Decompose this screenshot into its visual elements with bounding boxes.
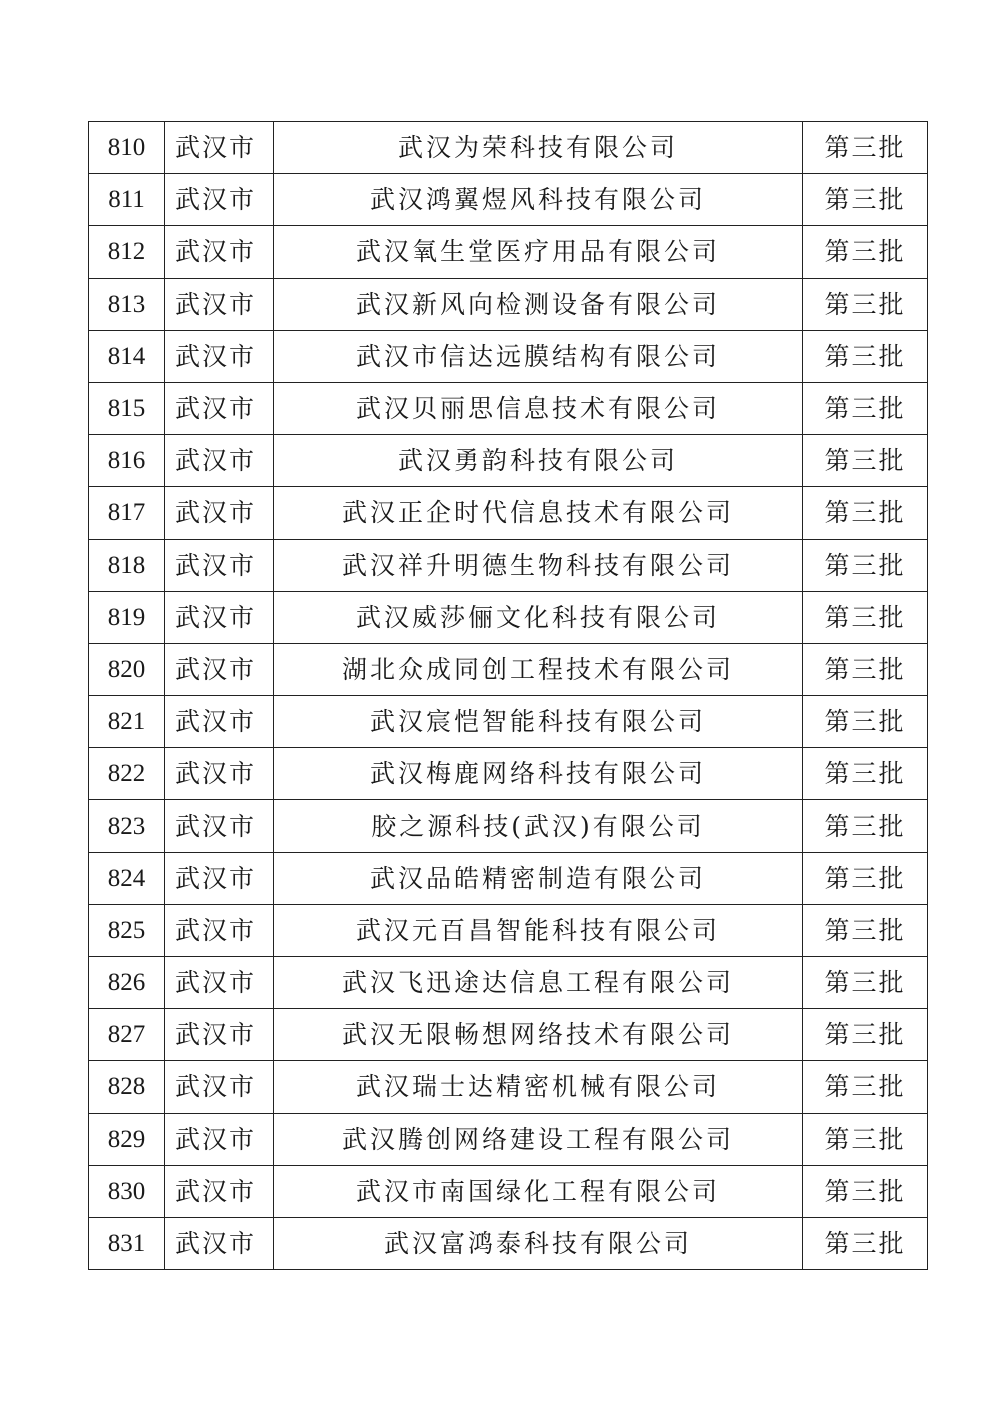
- row-number-cell: 817: [89, 487, 165, 539]
- table-body: [89, 122, 928, 1270]
- row-number-cell: 819: [89, 591, 165, 643]
- row-number-cell: 828: [89, 1061, 165, 1113]
- row-number-cell: 827: [89, 1009, 165, 1061]
- company-name-cell: 武汉宸恺智能科技有限公司: [274, 696, 803, 748]
- batch-cell: 第三批: [803, 696, 928, 748]
- city-cell: 武汉市: [165, 957, 274, 1009]
- batch-cell: 第三批: [803, 435, 928, 487]
- batch-cell: 第三批: [803, 487, 928, 539]
- city-cell: 武汉市: [165, 382, 274, 434]
- row-number-cell: 811: [89, 174, 165, 226]
- company-list-table: [88, 121, 928, 1270]
- company-name-cell: 武汉元百昌智能科技有限公司: [274, 904, 803, 956]
- city-cell: 武汉市: [165, 435, 274, 487]
- city-cell: 武汉市: [165, 122, 274, 174]
- city-cell: 武汉市: [165, 591, 274, 643]
- city-cell: 武汉市: [165, 174, 274, 226]
- company-name-cell: 武汉无限畅想网络技术有限公司: [274, 1009, 803, 1061]
- company-name-cell: 武汉品皓精密制造有限公司: [274, 852, 803, 904]
- batch-cell: 第三批: [803, 330, 928, 382]
- table-row: [89, 330, 928, 382]
- city-cell: 武汉市: [165, 487, 274, 539]
- company-name-cell: 胶之源科技(武汉)有限公司: [274, 800, 803, 852]
- city-cell: 武汉市: [165, 226, 274, 278]
- city-cell: 武汉市: [165, 904, 274, 956]
- table-row: [89, 435, 928, 487]
- company-name-cell: 武汉市信达远膜结构有限公司: [274, 330, 803, 382]
- city-cell: 武汉市: [165, 852, 274, 904]
- table-row: [89, 1217, 928, 1269]
- table-row: [89, 591, 928, 643]
- table-row: [89, 904, 928, 956]
- batch-cell: 第三批: [803, 278, 928, 330]
- row-number-cell: 810: [89, 122, 165, 174]
- city-cell: 武汉市: [165, 1113, 274, 1165]
- row-number-cell: 812: [89, 226, 165, 278]
- row-number-cell: 816: [89, 435, 165, 487]
- batch-cell: 第三批: [803, 1061, 928, 1113]
- batch-cell: 第三批: [803, 1165, 928, 1217]
- batch-cell: 第三批: [803, 1217, 928, 1269]
- batch-cell: 第三批: [803, 643, 928, 695]
- table-row: [89, 1113, 928, 1165]
- batch-cell: 第三批: [803, 852, 928, 904]
- row-number-cell: 826: [89, 957, 165, 1009]
- row-number-cell: 814: [89, 330, 165, 382]
- company-name-cell: 武汉为荣科技有限公司: [274, 122, 803, 174]
- city-cell: 武汉市: [165, 1217, 274, 1269]
- company-name-cell: 武汉梅鹿网络科技有限公司: [274, 748, 803, 800]
- batch-cell: 第三批: [803, 226, 928, 278]
- company-name-cell: 武汉飞迅途达信息工程有限公司: [274, 957, 803, 1009]
- table-row: [89, 1009, 928, 1061]
- company-name-cell: 武汉新风向检测设备有限公司: [274, 278, 803, 330]
- table-row: [89, 174, 928, 226]
- company-name-cell: 武汉鸿翼煜风科技有限公司: [274, 174, 803, 226]
- city-cell: 武汉市: [165, 696, 274, 748]
- company-name-cell: 武汉市南国绿化工程有限公司: [274, 1165, 803, 1217]
- batch-cell: 第三批: [803, 957, 928, 1009]
- table-row: [89, 852, 928, 904]
- row-number-cell: 813: [89, 278, 165, 330]
- row-number-cell: 820: [89, 643, 165, 695]
- batch-cell: 第三批: [803, 748, 928, 800]
- company-name-cell: 武汉贝丽思信息技术有限公司: [274, 382, 803, 434]
- batch-cell: 第三批: [803, 800, 928, 852]
- batch-cell: 第三批: [803, 591, 928, 643]
- row-number-cell: 831: [89, 1217, 165, 1269]
- batch-cell: 第三批: [803, 122, 928, 174]
- table-row: [89, 748, 928, 800]
- table-row: [89, 382, 928, 434]
- table-row: [89, 1061, 928, 1113]
- company-name-cell: 武汉正企时代信息技术有限公司: [274, 487, 803, 539]
- row-number-cell: 822: [89, 748, 165, 800]
- table-row: [89, 122, 928, 174]
- row-number-cell: 823: [89, 800, 165, 852]
- table-row: [89, 226, 928, 278]
- city-cell: 武汉市: [165, 1165, 274, 1217]
- row-number-cell: 824: [89, 852, 165, 904]
- row-number-cell: 821: [89, 696, 165, 748]
- batch-cell: 第三批: [803, 539, 928, 591]
- table-row: [89, 487, 928, 539]
- company-name-cell: 武汉威莎俪文化科技有限公司: [274, 591, 803, 643]
- table-row: [89, 696, 928, 748]
- row-number-cell: 830: [89, 1165, 165, 1217]
- company-name-cell: 武汉氧生堂医疗用品有限公司: [274, 226, 803, 278]
- company-name-cell: 武汉富鸿泰科技有限公司: [274, 1217, 803, 1269]
- city-cell: 武汉市: [165, 539, 274, 591]
- batch-cell: 第三批: [803, 382, 928, 434]
- company-name-cell: 武汉腾创网络建设工程有限公司: [274, 1113, 803, 1165]
- table-row: [89, 539, 928, 591]
- city-cell: 武汉市: [165, 330, 274, 382]
- table-row: [89, 957, 928, 1009]
- batch-cell: 第三批: [803, 1113, 928, 1165]
- table-row: [89, 800, 928, 852]
- table-row: [89, 643, 928, 695]
- row-number-cell: 818: [89, 539, 165, 591]
- city-cell: 武汉市: [165, 643, 274, 695]
- row-number-cell: 815: [89, 382, 165, 434]
- city-cell: 武汉市: [165, 1061, 274, 1113]
- batch-cell: 第三批: [803, 1009, 928, 1061]
- company-name-cell: 武汉瑞士达精密机械有限公司: [274, 1061, 803, 1113]
- city-cell: 武汉市: [165, 278, 274, 330]
- company-name-cell: 武汉祥升明德生物科技有限公司: [274, 539, 803, 591]
- city-cell: 武汉市: [165, 748, 274, 800]
- batch-cell: 第三批: [803, 174, 928, 226]
- city-cell: 武汉市: [165, 800, 274, 852]
- city-cell: 武汉市: [165, 1009, 274, 1061]
- company-name-cell: 武汉勇韵科技有限公司: [274, 435, 803, 487]
- table-row: [89, 1165, 928, 1217]
- batch-cell: 第三批: [803, 904, 928, 956]
- company-name-cell: 湖北众成同创工程技术有限公司: [274, 643, 803, 695]
- row-number-cell: 825: [89, 904, 165, 956]
- table-row: [89, 278, 928, 330]
- row-number-cell: 829: [89, 1113, 165, 1165]
